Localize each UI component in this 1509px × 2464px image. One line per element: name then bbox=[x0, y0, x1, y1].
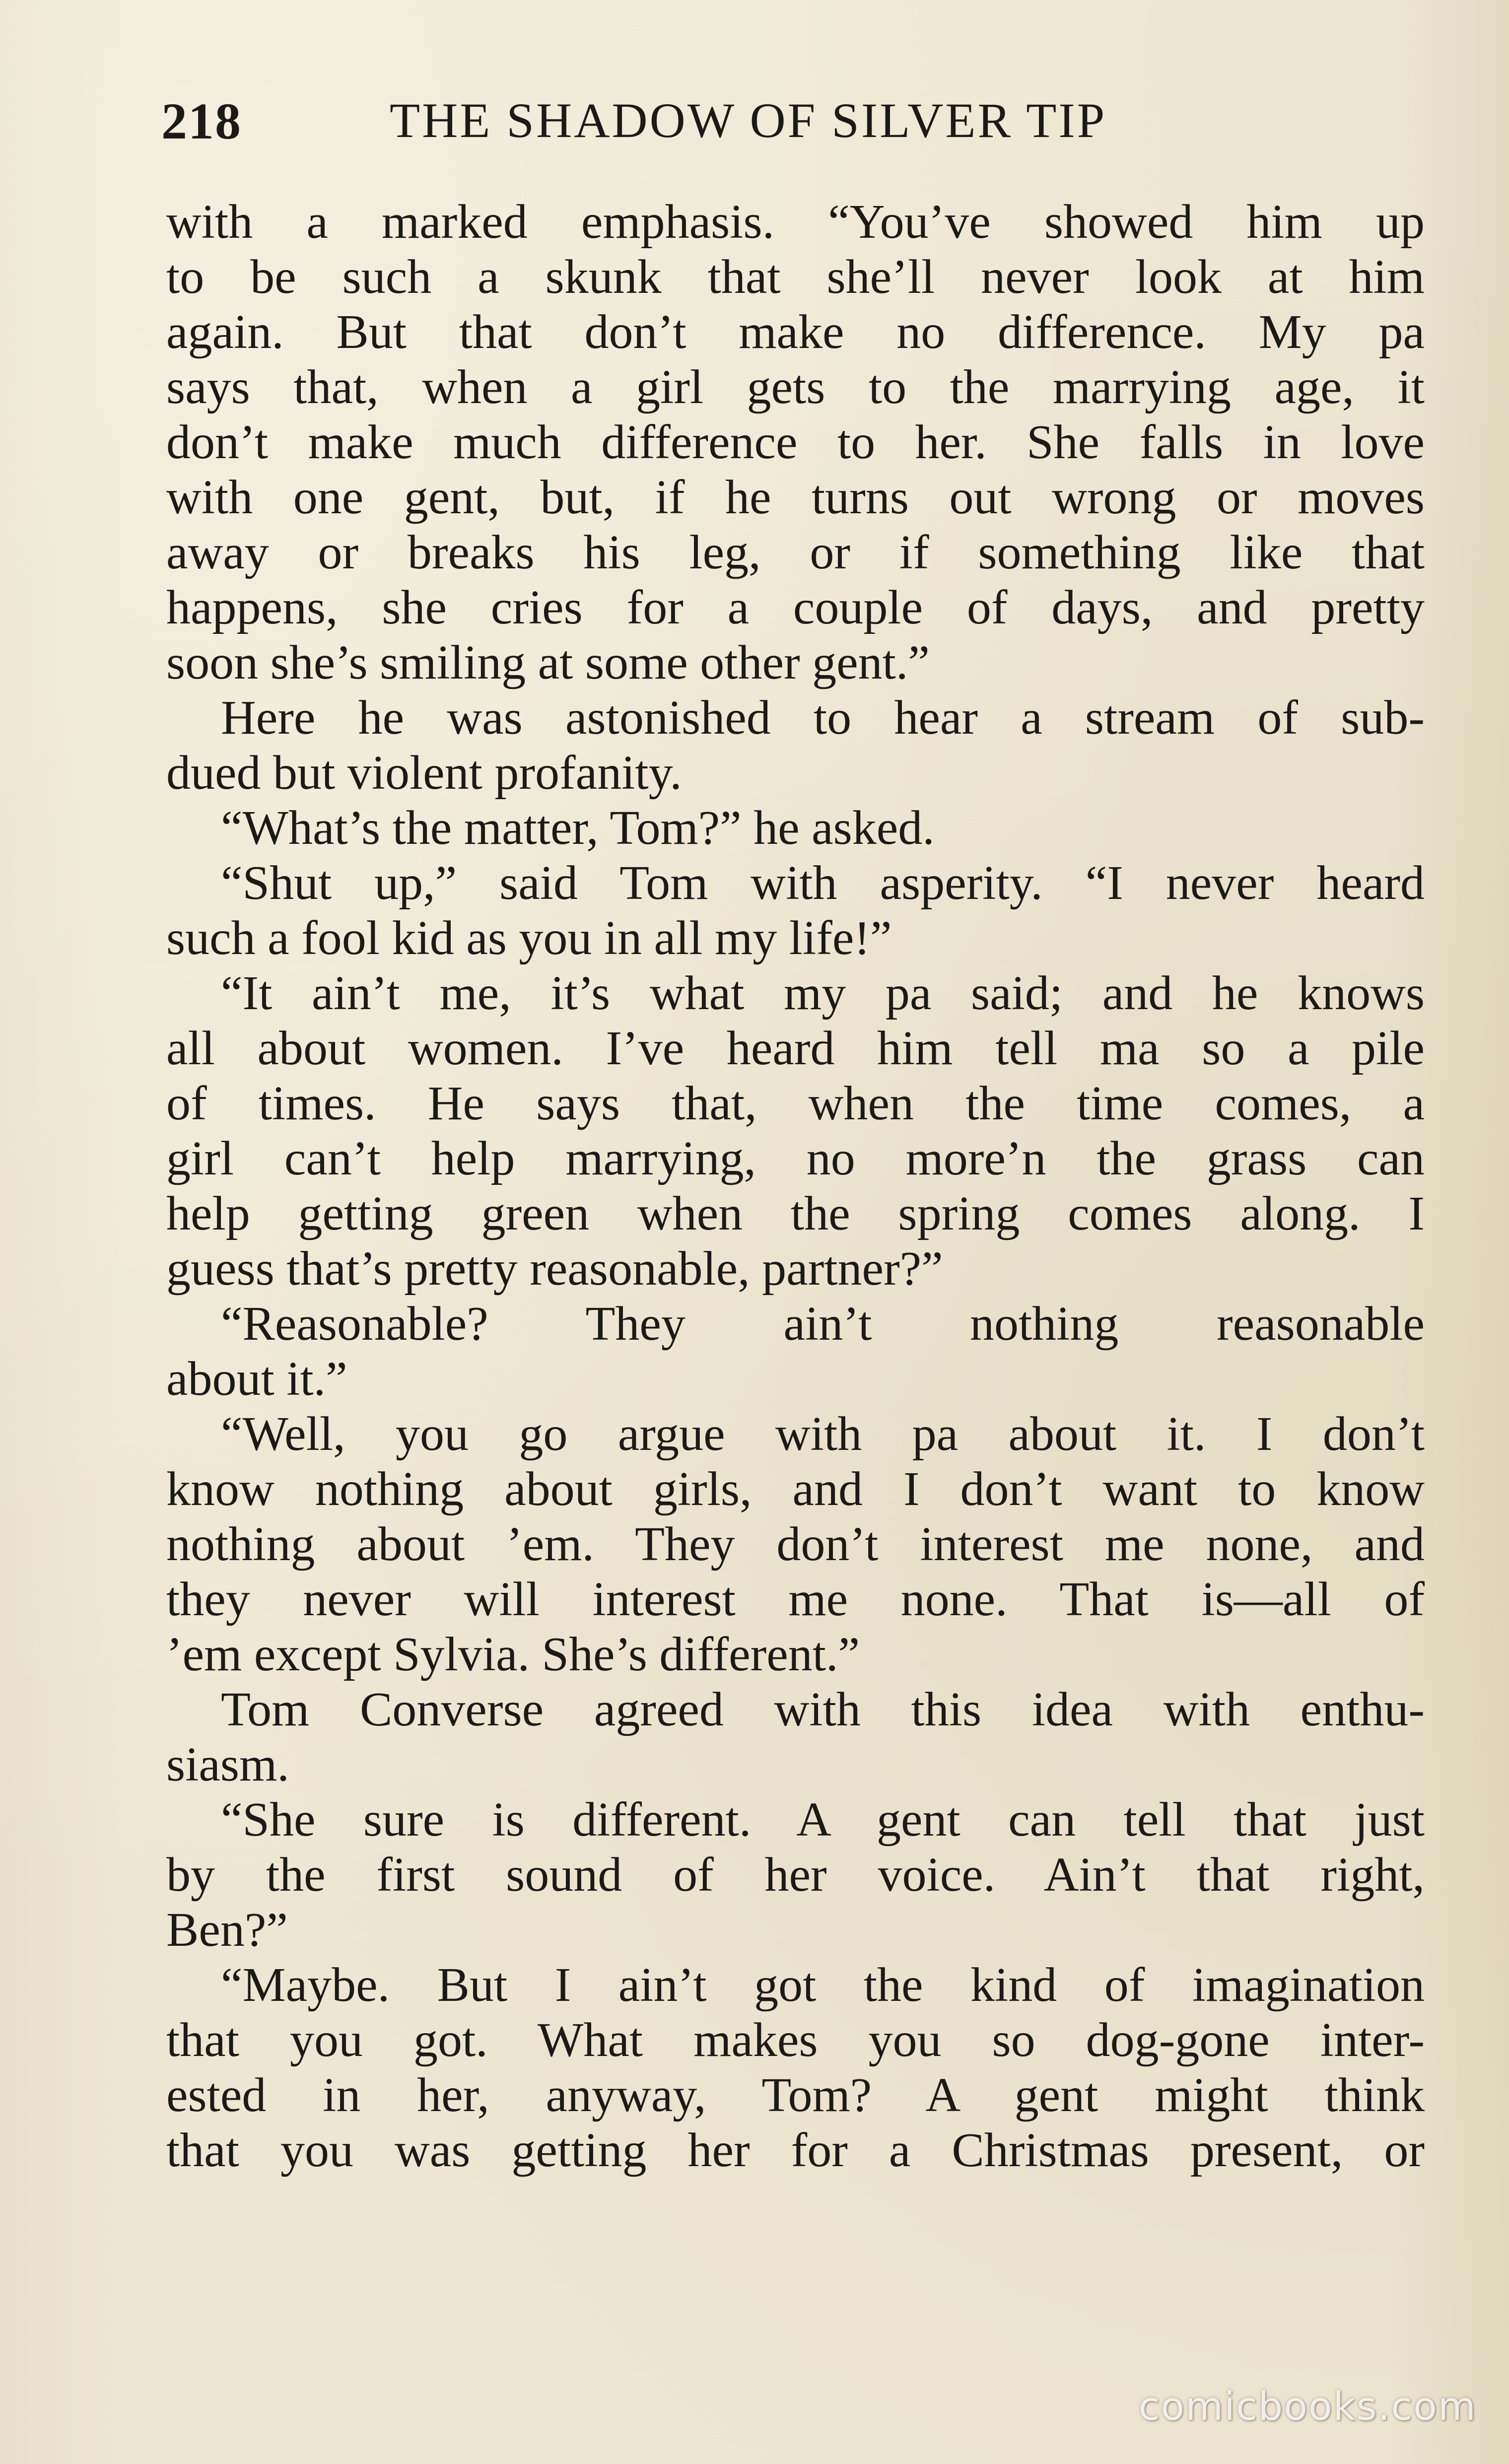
text-line: “It ain’t me, it’s what my pa said; and he knows bbox=[221, 966, 1425, 1020]
page-number: 218 bbox=[161, 93, 242, 150]
text-line: happens, she cries for a couple of days, and pretty bbox=[166, 581, 1425, 634]
text-line: girl can’t help marrying, no more’n the grass can bbox=[166, 1132, 1425, 1185]
text-line: “Shut up,” said Tom with asperity. “I never heard bbox=[221, 856, 1425, 910]
text-line: “Well, you go argue with pa about it. I don’t bbox=[221, 1407, 1425, 1461]
text-line: Ben?” bbox=[166, 1903, 288, 1957]
text-line: that you was getting her for a Christmas present, or bbox=[166, 2123, 1425, 2177]
text-line: away or breaks his leg, or if something like that bbox=[166, 526, 1425, 579]
text-line: again. But that don’t make no difference. My pa bbox=[166, 305, 1425, 359]
text-line: to be such a skunk that she’ll never look at him bbox=[166, 250, 1425, 304]
text-line: soon she’s smiling at some other gent.” bbox=[166, 636, 930, 689]
text-line: such a fool kid as you in all my life!” bbox=[166, 911, 892, 965]
text-line: by the first sound of her voice. Ain’t that right, bbox=[166, 1848, 1425, 1902]
text-line: siasm. bbox=[166, 1738, 289, 1791]
text-line: nothing about ’em. They don’t interest me none, and bbox=[166, 1517, 1425, 1571]
text-line: that you got. What makes you so dog-gone inter- bbox=[166, 2013, 1425, 2067]
text-line: with one gent, but, if he turns out wrong or moves bbox=[166, 471, 1425, 524]
text-line: says that, when a girl gets to the marrying age, it bbox=[166, 360, 1425, 414]
text-line: dued but violent profanity. bbox=[166, 746, 682, 800]
text-line: “What’s the matter, Tom?” he asked. bbox=[221, 801, 935, 855]
text-line: ’em except Sylvia. She’s different.” bbox=[166, 1628, 860, 1681]
page-header bbox=[161, 92, 1437, 161]
text-line: guess that’s pretty reasonable, partner?” bbox=[166, 1242, 943, 1296]
text-line: of times. He says that, when the time comes, a bbox=[166, 1077, 1425, 1130]
text-line: about it.” bbox=[166, 1352, 347, 1406]
running-title: THE SHADOW OF SILVER TIP bbox=[390, 93, 1107, 148]
text-line: “Reasonable? They ain’t nothing reasonable bbox=[221, 1297, 1425, 1351]
text-line: Tom Converse agreed with this idea with enthu- bbox=[221, 1683, 1425, 1736]
watermark: comicbooks.com bbox=[1138, 2385, 1477, 2429]
text-line: know nothing about girls, and I don’t want to know bbox=[166, 1462, 1425, 1516]
body-text bbox=[166, 195, 1425, 2178]
text-line: don’t make much difference to her. She falls in love bbox=[166, 415, 1425, 469]
text-line: “Maybe. But I ain’t got the kind of imagination bbox=[221, 1958, 1425, 2012]
text-line: they never will interest me none. That is—all of bbox=[166, 1573, 1425, 1626]
text-line: “She sure is different. A gent can tell that just bbox=[221, 1793, 1425, 1847]
text-line: help getting green when the spring comes along. I bbox=[166, 1187, 1425, 1240]
text-line: Here he was astonished to hear a stream of sub- bbox=[221, 691, 1425, 745]
text-line: ested in her, anyway, Tom? A gent might think bbox=[166, 2068, 1425, 2122]
text-line: with a marked emphasis. “You’ve showed him up bbox=[166, 195, 1425, 249]
text-line: all about women. I’ve heard him tell ma so a pile bbox=[166, 1022, 1425, 1075]
